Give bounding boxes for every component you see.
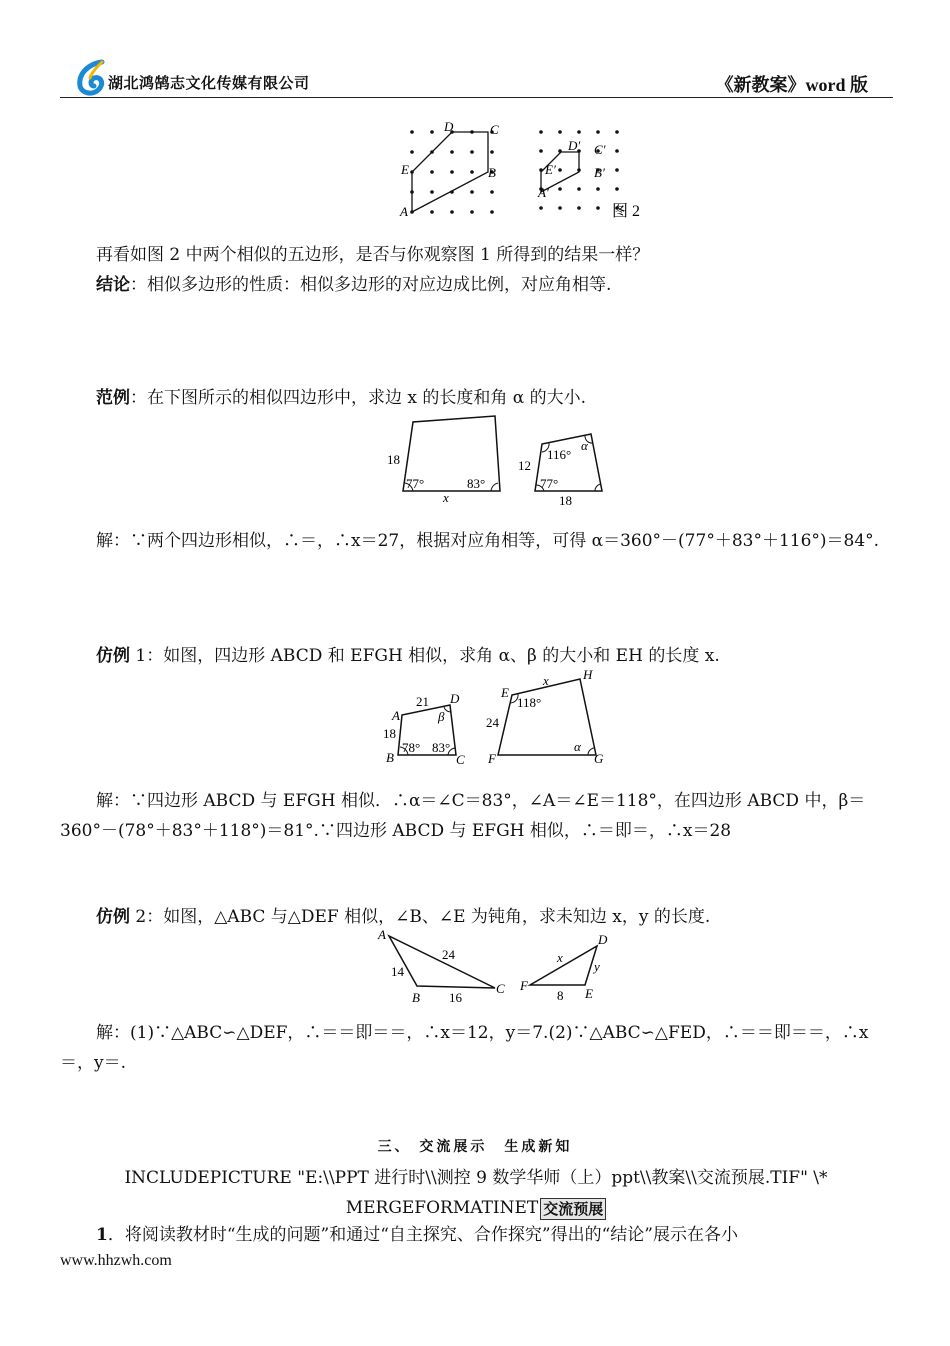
p1-right-G: G — [594, 751, 604, 766]
example-label: 范例 — [96, 388, 130, 408]
conclusion-text: ：相似多边形的性质：相似多边形的对应边成比例，对应角相等. — [130, 275, 612, 295]
p2-left-B: B — [412, 990, 420, 1005]
example — [60, 383, 892, 413]
grid-dot — [490, 210, 494, 214]
label-E: E — [401, 162, 409, 177]
review-question: 再看如图 2 中两个相似的五边形，是否与你观察图 1 所得到的结果一样？ — [96, 245, 650, 265]
grid-dot — [558, 206, 562, 210]
p1-right-alpha: α — [574, 739, 581, 754]
practice-2-solution: 解：(1)∵△ABC∽△DEF，∴＝＝即＝＝，∴x＝12，y＝7.(2)∵△ABC∽△FED，∴＝＝即＝＝，∴x＝，y＝. — [60, 1023, 869, 1073]
header-divider — [60, 97, 893, 98]
header-brand: 《新教案》word 版 — [715, 75, 868, 95]
p2-right-fe: 8 — [557, 988, 564, 1003]
header-company: 湖北鸿鹄志文化传媒有限公司 — [108, 74, 310, 92]
p1-left-C: C — [456, 752, 465, 767]
ex-right-alpha: α — [581, 438, 588, 453]
grid-dot — [596, 187, 600, 191]
grid-dot — [430, 130, 434, 134]
p2-right-x: x — [557, 950, 563, 965]
label-D: D — [444, 120, 454, 134]
p1-left-A: A — [392, 708, 400, 723]
triangle-def — [530, 946, 597, 985]
p2-right-E: E — [585, 986, 593, 1001]
p2-right-y: y — [594, 959, 600, 974]
p1-left-top: 21 — [416, 694, 429, 709]
conclusion — [60, 270, 892, 300]
example-solution: 解：∵两个四边形相似，∴＝，∴x＝27，根据对应角相等，可得 α＝360°－(77°＋83°＋116°)＝84°. — [96, 531, 880, 551]
triangle-abc — [389, 936, 495, 988]
grid-dot — [430, 190, 434, 194]
p1-left-side: 18 — [383, 726, 396, 741]
pentagon-left — [412, 132, 488, 212]
section-heading: 三、 交流展示 生成新知 — [377, 1139, 573, 1155]
p2-right-D: D — [598, 932, 608, 947]
p2-left-ac: 24 — [442, 947, 455, 962]
practice-2-figure — [375, 926, 625, 1006]
practice-2-label: 仿例 — [96, 907, 130, 927]
p1-left-beta: β — [438, 709, 445, 724]
p2-left-ab: 14 — [391, 964, 404, 979]
grid-dot — [577, 206, 581, 210]
grid-dot — [577, 187, 581, 191]
grid-dot — [558, 187, 562, 191]
footer-url: www.hhzwh.com — [60, 1252, 172, 1269]
grid-dot — [539, 149, 543, 153]
figure-2 — [398, 120, 658, 224]
figure-2-caption: 图 2 — [612, 203, 641, 220]
practice-1-figure — [378, 665, 618, 767]
grid-dot — [615, 168, 619, 172]
grid-dot — [470, 210, 474, 214]
item-1 — [60, 1220, 892, 1250]
ex-right-bottom: 18 — [559, 493, 572, 508]
grid-dot — [596, 206, 600, 210]
grid-dot — [539, 130, 543, 134]
grid-dot — [410, 130, 414, 134]
ex-left-angle1: 77° — [406, 476, 425, 491]
ex-left-angle2: 83° — [467, 476, 486, 491]
exchange-preview-badge: 交流预展 — [540, 1198, 606, 1220]
grid-dot — [410, 150, 414, 154]
p2-left-C: C — [496, 981, 505, 996]
p1-left-B: B — [386, 750, 394, 765]
grid-dot — [470, 150, 474, 154]
quad-efgh — [498, 679, 596, 755]
company-logo — [72, 58, 112, 98]
grid-dot — [558, 168, 562, 172]
label-C: C — [490, 122, 499, 137]
example-figure — [385, 412, 615, 508]
grid-dot — [430, 170, 434, 174]
label-E-prime: E′ — [545, 162, 556, 177]
include-field-code: MERGEFORMATINET — [345, 1198, 539, 1218]
grid-dot — [615, 187, 619, 191]
include-field-line-1: INCLUDEPICTURE "E:\\PPT 进行时\\测控 9 数学华师（上）ppt\\教案\\交流预展.TIF" \* — [124, 1168, 828, 1188]
grid-dot — [615, 130, 619, 134]
p2-left-bc: 16 — [449, 990, 462, 1005]
grid-dot — [470, 170, 474, 174]
p1-right-F: F — [488, 751, 496, 766]
ex-left-side: 18 — [387, 452, 400, 467]
p1-left-angle1: 78° — [402, 740, 421, 755]
grid-dot — [596, 130, 600, 134]
p1-right-side: 24 — [486, 715, 499, 730]
label-B-prime: B′ — [594, 165, 605, 180]
grid-dot — [615, 149, 619, 153]
p1-right-E: E — [501, 685, 509, 700]
p2-left-A: A — [378, 927, 386, 942]
grid-dot — [450, 210, 454, 214]
grid-dot — [470, 190, 474, 194]
left-dot-grid — [410, 130, 494, 214]
grid-dot — [450, 150, 454, 154]
p1-right-top: x — [543, 673, 549, 688]
practice-2-text: 2：如图，△ABC 与△DEF 相似，∠B、∠E 为钝角，求未知边 x，y 的长度. — [130, 907, 711, 927]
ex-right-side: 12 — [518, 458, 531, 473]
grid-dot — [558, 130, 562, 134]
practice-1-label: 仿例 — [96, 646, 130, 666]
grid-dot — [430, 210, 434, 214]
label-D-prime: D′ — [568, 138, 581, 153]
ex-right-angle1: 77° — [540, 476, 559, 491]
p1-left-D: D — [450, 691, 460, 706]
grid-dot — [490, 190, 494, 194]
include-field-line-2 — [60, 1193, 892, 1223]
grid-dot — [539, 206, 543, 210]
practice-1-text: 1：如图，四边形 ABCD 和 EFGH 相似，求角 α、β 的大小和 EH 的长度 x. — [130, 646, 720, 666]
ex-right-angle-top: 116° — [547, 447, 572, 462]
grid-dot — [577, 130, 581, 134]
grid-dot — [450, 170, 454, 174]
label-C-prime: C′ — [594, 142, 606, 157]
ex-left-bottom: x — [443, 490, 449, 505]
p1-left-angle2: 83° — [432, 740, 451, 755]
label-A: A — [400, 204, 408, 219]
practice-1-solution: 解：∵四边形 ABCD 与 EFGH 相似．∴α＝∠C＝83°，∠A＝∠E＝118°，在四边形 ABCD 中，β＝360°－(78°＋83°＋118°)＝81°.∵四边形 ABCD 与 EFGH 相似，∴＝即＝，∴x＝28 — [60, 791, 866, 841]
item-1-number: 1 — [96, 1225, 108, 1245]
conclusion-label: 结论 — [96, 275, 130, 295]
label-A-prime: A′ — [538, 185, 549, 200]
grid-dot — [490, 150, 494, 154]
label-B: B — [488, 165, 496, 180]
p2-right-F: F — [520, 978, 528, 993]
item-1-text: ．将阅读教材时“生成的问题”和通过“自主探究、合作探究”得出的“结论”展示在各小 — [107, 1225, 738, 1245]
p1-right-angle: 118° — [517, 695, 542, 710]
p1-right-H: H — [583, 667, 593, 682]
example-text: ：在下图所示的相似四边形中，求边 x 的长度和角 α 的大小. — [130, 388, 587, 408]
